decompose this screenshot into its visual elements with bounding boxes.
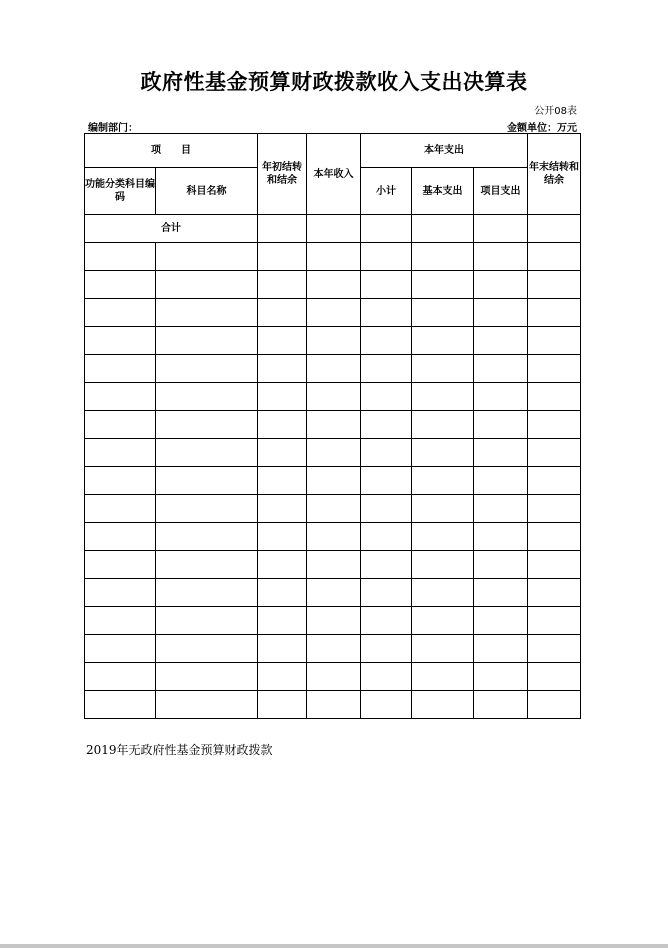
table-cell <box>474 271 528 299</box>
table-cell <box>474 691 528 719</box>
table-cell <box>412 299 474 327</box>
table-cell <box>156 243 258 271</box>
table-cell <box>307 215 361 243</box>
table-cell <box>85 663 156 691</box>
table-cell <box>258 607 307 635</box>
table-cell <box>361 355 412 383</box>
table-cell <box>412 691 474 719</box>
table-cell <box>156 663 258 691</box>
table-cell <box>85 327 156 355</box>
table-cell <box>474 663 528 691</box>
table-cell <box>361 243 412 271</box>
table-cell <box>307 663 361 691</box>
table-row <box>85 635 581 663</box>
table-cell <box>412 411 474 439</box>
table-cell <box>474 439 528 467</box>
table-row <box>85 243 581 271</box>
table-cell <box>85 691 156 719</box>
table-cell <box>412 439 474 467</box>
header-begin-balance: 年初结转和结余 <box>258 134 307 215</box>
table-cell <box>258 467 307 495</box>
table-cell <box>258 439 307 467</box>
table-cell <box>528 271 581 299</box>
amount-unit-label: 金额单位：万元 <box>507 123 577 134</box>
table-cell <box>258 523 307 551</box>
header-end-balance: 年末结转和结余 <box>528 134 581 215</box>
header-basic-expense: 基本支出 <box>412 168 474 215</box>
table-cell <box>307 271 361 299</box>
table-cell <box>528 467 581 495</box>
compiling-department-label: 编制部门： <box>88 123 138 134</box>
table-cell <box>258 411 307 439</box>
table-cell <box>412 383 474 411</box>
table-row <box>85 523 581 551</box>
table-cell <box>474 355 528 383</box>
table-cell <box>307 439 361 467</box>
header-subject-name: 科目名称 <box>156 168 258 215</box>
table-cell <box>307 551 361 579</box>
header-item: 项 目 <box>85 134 258 168</box>
page-bottom-edge <box>0 944 668 948</box>
table-cell <box>412 607 474 635</box>
table-cell <box>412 271 474 299</box>
table-cell <box>85 439 156 467</box>
table-cell <box>307 383 361 411</box>
table-cell <box>307 327 361 355</box>
table-cell <box>156 355 258 383</box>
total-row <box>85 215 581 243</box>
table-row <box>85 411 581 439</box>
table-cell <box>361 299 412 327</box>
table-cell <box>258 327 307 355</box>
table-cell <box>361 439 412 467</box>
table-cell <box>361 523 412 551</box>
table-cell <box>528 383 581 411</box>
table-row <box>85 579 581 607</box>
table-cell <box>528 327 581 355</box>
table-row <box>85 607 581 635</box>
table-cell <box>156 439 258 467</box>
table-cell <box>307 411 361 439</box>
table-cell <box>156 551 258 579</box>
table-cell <box>474 635 528 663</box>
table-cell <box>361 691 412 719</box>
report-title: 政府性基金预算财政拨款收入支出决算表 <box>140 70 528 94</box>
table-cell <box>361 551 412 579</box>
table-cell <box>307 467 361 495</box>
table-cell <box>528 579 581 607</box>
table-cell <box>528 691 581 719</box>
table-cell <box>361 579 412 607</box>
table-cell <box>156 495 258 523</box>
table-cell <box>474 579 528 607</box>
table-cell <box>528 299 581 327</box>
table-cell <box>307 607 361 635</box>
header-function-code: 功能分类科目编码 <box>85 168 156 215</box>
table-cell <box>156 523 258 551</box>
table-cell <box>528 243 581 271</box>
table-cell <box>474 383 528 411</box>
footnote: 2019年无政府性基金预算财政拨款 <box>86 743 273 757</box>
table-cell <box>307 691 361 719</box>
table-cell <box>474 551 528 579</box>
table-cell <box>258 299 307 327</box>
table-cell <box>85 551 156 579</box>
table-cell <box>156 383 258 411</box>
table-cell <box>474 299 528 327</box>
table-cell <box>258 579 307 607</box>
table-cell <box>156 411 258 439</box>
table-cell <box>474 495 528 523</box>
table-cell <box>156 271 258 299</box>
table-cell <box>528 411 581 439</box>
table-cell <box>361 607 412 635</box>
table-cell <box>156 635 258 663</box>
table-cell <box>412 663 474 691</box>
table-cell <box>258 243 307 271</box>
table-cell <box>412 215 474 243</box>
table-row <box>85 551 581 579</box>
table-cell <box>474 243 528 271</box>
table-cell <box>361 663 412 691</box>
settlement-table <box>84 133 581 719</box>
table-cell <box>258 271 307 299</box>
table-cell <box>412 635 474 663</box>
table-cell <box>85 411 156 439</box>
header-subtotal: 小计 <box>361 168 412 215</box>
table-cell <box>361 495 412 523</box>
table-cell <box>156 607 258 635</box>
table-cell <box>474 215 528 243</box>
table-cell <box>307 635 361 663</box>
table-row <box>85 299 581 327</box>
table-cell <box>85 467 156 495</box>
table-cell <box>528 523 581 551</box>
table-cell <box>85 355 156 383</box>
table-cell <box>412 243 474 271</box>
table-row <box>85 327 581 355</box>
table-cell <box>85 383 156 411</box>
table-cell <box>307 355 361 383</box>
table-cell <box>361 383 412 411</box>
table-cell <box>474 523 528 551</box>
table-cell <box>85 299 156 327</box>
table-cell <box>85 635 156 663</box>
table-cell <box>412 495 474 523</box>
table-cell <box>307 495 361 523</box>
table-cell <box>156 691 258 719</box>
table-cell <box>412 579 474 607</box>
table-cell <box>307 299 361 327</box>
table-cell <box>474 327 528 355</box>
table-cell <box>412 355 474 383</box>
table-cell <box>412 327 474 355</box>
header-annual-expense: 本年支出 <box>361 134 528 168</box>
table-cell <box>474 411 528 439</box>
table-cell <box>258 635 307 663</box>
table-cell <box>361 271 412 299</box>
table-cell <box>528 551 581 579</box>
table-cell <box>156 327 258 355</box>
table-cell <box>258 495 307 523</box>
table-row <box>85 355 581 383</box>
table-row <box>85 467 581 495</box>
table-cell <box>528 663 581 691</box>
table-cell <box>528 635 581 663</box>
table-cell <box>156 467 258 495</box>
table-cell <box>258 383 307 411</box>
table-cell <box>528 495 581 523</box>
table-row <box>85 383 581 411</box>
table-cell <box>85 607 156 635</box>
table-row <box>85 691 581 719</box>
table-cell <box>85 579 156 607</box>
table-cell <box>85 271 156 299</box>
table-cell <box>361 411 412 439</box>
table-cell <box>528 607 581 635</box>
table-cell <box>258 551 307 579</box>
table-cell <box>156 299 258 327</box>
table-cell <box>528 439 581 467</box>
total-label: 合计 <box>85 215 258 243</box>
table-cell <box>258 215 307 243</box>
table-number: 公开08表 <box>534 106 577 117</box>
table-cell <box>361 327 412 355</box>
table-cell <box>474 607 528 635</box>
table-cell <box>258 355 307 383</box>
table-cell <box>156 579 258 607</box>
header-annual-income: 本年收入 <box>307 134 361 215</box>
table-cell <box>361 215 412 243</box>
table-cell <box>412 551 474 579</box>
table-cell <box>85 523 156 551</box>
table-row <box>85 439 581 467</box>
table-row <box>85 663 581 691</box>
table-cell <box>528 355 581 383</box>
table-cell <box>474 467 528 495</box>
table-cell <box>528 215 581 243</box>
table-row <box>85 271 581 299</box>
table-row <box>85 495 581 523</box>
table-cell <box>412 467 474 495</box>
table-cell <box>258 663 307 691</box>
table-cell <box>307 579 361 607</box>
table-cell <box>307 243 361 271</box>
table-cell <box>307 523 361 551</box>
header-project-expense: 项目支出 <box>474 168 528 215</box>
table-cell <box>85 243 156 271</box>
table-cell <box>85 495 156 523</box>
table-cell <box>258 691 307 719</box>
table-cell <box>412 523 474 551</box>
table-cell <box>361 467 412 495</box>
table-cell <box>361 635 412 663</box>
